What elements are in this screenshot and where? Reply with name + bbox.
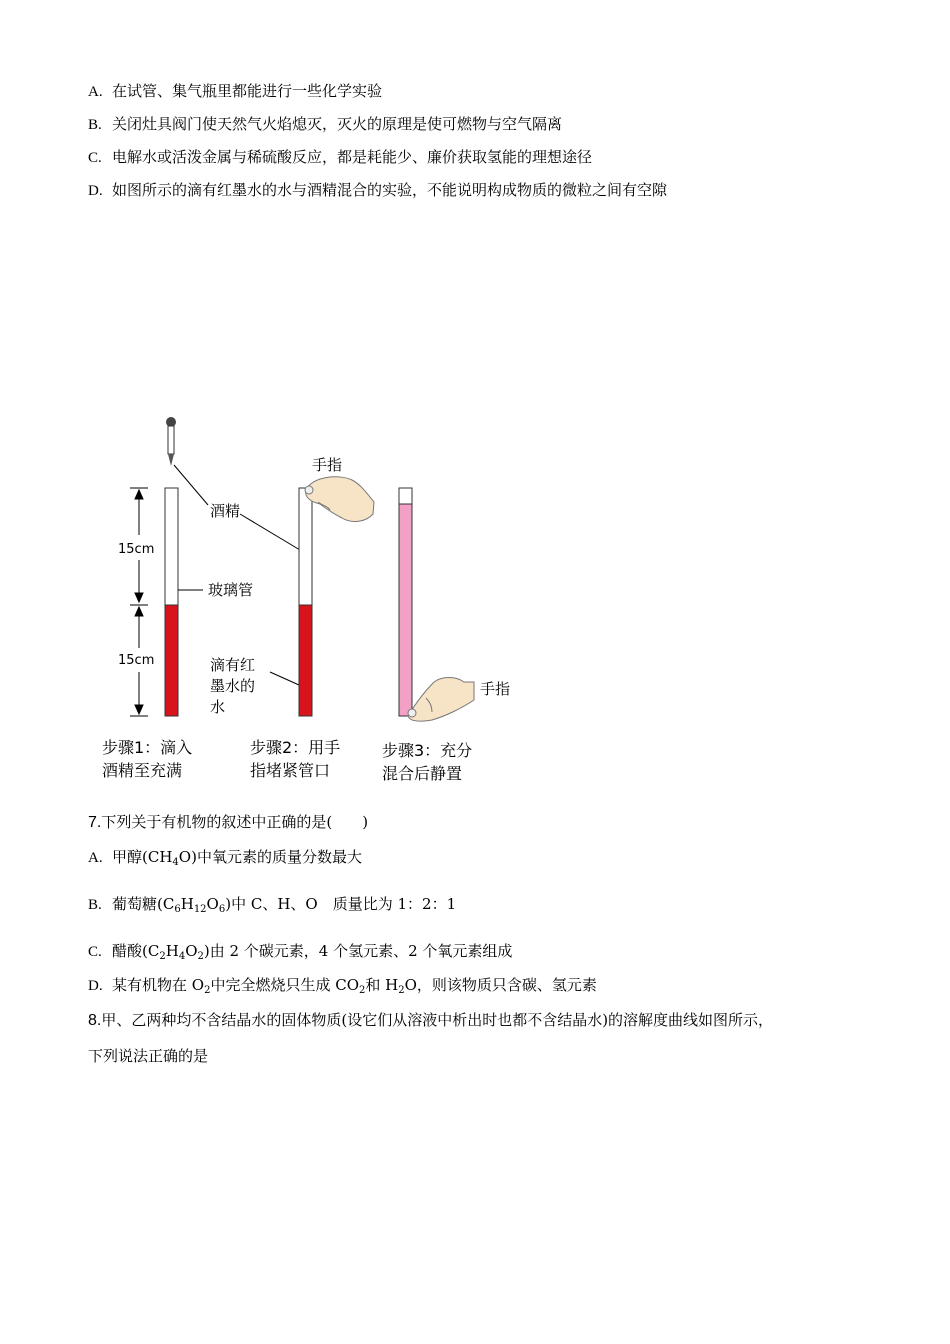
label-red-water-line3: 水 [210,698,226,716]
option-letter: B. [88,117,102,133]
dimension-lines [130,488,148,716]
tube-step2 [299,488,312,716]
subscript: 2 [204,985,211,996]
option-text: 醋酸(C [112,942,160,960]
option-text: O [185,942,198,960]
option-text: 电解水或活泼金属与稀硫酸反应，都是耗能少、廉价获取氢能的理想途径 [112,148,593,166]
question-number: 7. [88,814,102,831]
subscript: 2 [398,985,405,996]
question-8-stem-line2 [88,1046,208,1066]
label-glass-tube: 玻璃管 [208,581,254,599]
dim-upper-label: 15cm [118,542,155,557]
leader-lines [174,465,300,685]
option-text: O [206,895,219,913]
option-letter: A. [88,850,103,866]
option-letter: D. [88,183,103,199]
pink-mix-fill [399,504,412,716]
label-alcohol: 酒精 [210,502,241,520]
subscript: 12 [193,904,207,915]
option-text: 如图所示的滴有红墨水的水与酒精混合的实验，不能说明构成物质的微粒之间有空隙 [112,181,668,199]
option-text: 中完全燃烧只生成 CO [210,976,359,994]
q7-option-c [88,941,512,962]
option-d [88,180,667,201]
subscript: 4 [178,951,186,962]
question-stem: 下列说法正确的是 [88,1047,209,1065]
step3-caption-line1: 步骤3：充分 [382,741,473,760]
question-8-stem-line1 [88,1010,773,1031]
subscript: 2 [197,951,204,962]
hand-bottom-icon [408,678,474,722]
option-letter: C. [88,150,102,166]
label-finger-top: 手指 [312,456,343,474]
label-finger-bottom: 手指 [480,680,511,698]
option-text: )由 2 个碳元素，4 个氢元素、2 个氧元素组成 [203,942,513,960]
option-text: O，则该物质只含碳、氢元素 [404,976,597,994]
subscript: 4 [172,857,179,868]
option-letter: B. [88,897,102,913]
option-letter: A. [88,84,103,100]
option-text: 甲醇(CH [112,848,173,866]
subscript: 2 [359,985,366,996]
step3-caption-line2: 混合后静置 [382,764,463,783]
subscript: 6 [174,904,181,915]
hand-top-icon [305,477,374,522]
red-water-fill [299,605,312,716]
q7-option-d [88,975,597,996]
option-text: H [180,895,194,913]
question-number: 8. [88,1012,102,1029]
option-text: H [165,942,179,960]
red-water-fill [165,605,178,716]
option-b [88,114,562,135]
option-c [88,147,592,168]
tube-step3 [399,488,412,716]
label-red-water-line2: 墨水的 [210,677,256,695]
tube-step1 [165,488,178,716]
step2-caption-line2: 指堵紧管口 [250,761,331,780]
question-stem: 甲、乙两种均不含结晶水的固体物质(设它们从溶液中析出时也都不含结晶水)的溶解度曲线如图所示， [101,1011,774,1029]
option-text: )中 C、H、O 质量比为 1：2：1 [225,895,457,913]
step1-caption-line2: 酒精至充满 [102,761,183,780]
experiment-figure [90,410,530,800]
subscript: 2 [159,951,166,962]
dropper-icon [166,417,176,466]
q7-option-a [88,847,362,868]
question-stem: 下列关于有机物的叙述中正确的是( ) [101,813,369,831]
q7-option-b [88,894,456,915]
question-7-stem [88,812,368,833]
option-text: 在试管、集气瓶里都能进行一些化学实验 [112,82,383,100]
label-red-water-line1: 滴有红 [210,656,256,674]
step1-caption-line1: 步骤1：滴入 [102,738,193,757]
step2-caption-line1: 步骤2：用手 [250,738,341,757]
option-text: O)中氧元素的质量分数最大 [178,848,362,866]
option-letter: C. [88,944,102,960]
option-text: 和 H [365,976,399,994]
subscript: 6 [218,904,226,915]
option-text: 某有机物在 O [112,976,205,994]
option-text: 关闭灶具阀门使天然气火焰熄灭，灭火的原理是使可燃物与空气隔离 [112,115,563,133]
option-a [88,81,382,102]
option-text: 葡萄糖(C [112,895,175,913]
option-letter: D. [88,978,103,994]
dim-lower-label: 15cm [118,653,155,668]
